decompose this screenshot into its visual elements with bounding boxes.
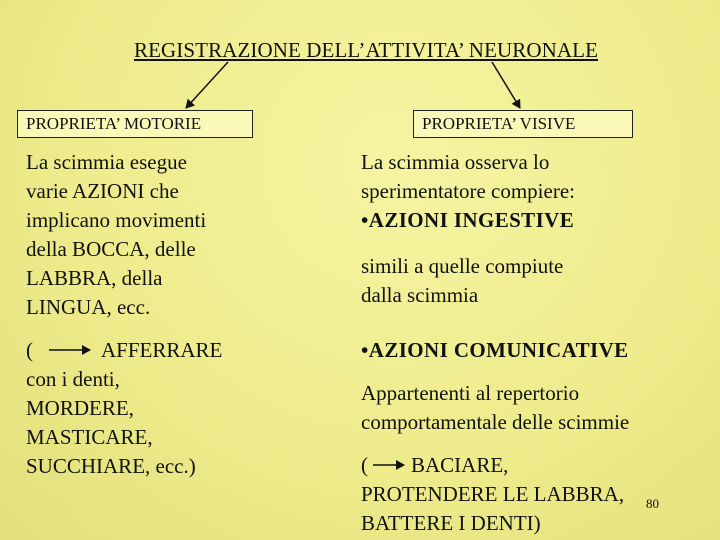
text-line: PROTENDERE LE LABBRA,: [361, 482, 625, 506]
motor-examples: [26, 336, 223, 481]
text-line: Appartenenti al repertorio: [361, 381, 580, 405]
open-paren: (: [361, 453, 368, 477]
text-line: simili a quelle compiute: [361, 254, 564, 278]
communicative-actions-heading: •AZIONI COMUNICATIVE: [361, 338, 629, 362]
text-line: varie AZIONI che: [26, 179, 179, 203]
ingestive-actions-heading: •AZIONI INGESTIVE: [361, 208, 575, 232]
diagram-title: REGISTRAZIONE DELL’ATTIVITA’ NEURONALE: [133, 38, 599, 62]
motor-properties-box: PROPRIETA’ MOTORIE: [17, 110, 253, 138]
visual-properties-box: PROPRIETA’ VISIVE: [413, 110, 633, 138]
ingestive-note: [361, 252, 563, 310]
text-line: dalla scimmia: [361, 283, 479, 307]
example-baciare: BACIARE,: [411, 453, 509, 477]
communicative-examples: [361, 451, 624, 538]
text-line: della BOCCA, delle: [26, 237, 196, 261]
visual-intro: [361, 148, 575, 235]
page-number: 80: [646, 496, 659, 511]
motor-description: [26, 148, 206, 322]
text-line: La scimmia osserva lo: [361, 150, 550, 174]
text-line: BATTERE I DENTI): [361, 511, 541, 535]
text-line: La scimmia esegue: [26, 150, 187, 174]
arrow-to-motorie: [186, 62, 228, 108]
communicative-note: [361, 379, 629, 437]
text-line: sperimentatore compiere:: [361, 179, 575, 203]
text-line: SUCCHIARE, ecc.): [26, 454, 196, 478]
text-line: MASTICARE,: [26, 425, 153, 449]
arrow-to-visive: [492, 62, 520, 108]
text-line: LABBRA, della: [26, 266, 163, 290]
text-line: MORDERE,: [26, 396, 134, 420]
example-afferrare: AFFERRARE: [101, 338, 223, 362]
text-line: comportamentale delle scimmie: [361, 410, 630, 434]
text-line: con i denti,: [26, 367, 120, 391]
text-line: LINGUA, ecc.: [26, 295, 151, 319]
open-paren: (: [26, 338, 33, 362]
text-line: implicano movimenti: [26, 208, 207, 232]
